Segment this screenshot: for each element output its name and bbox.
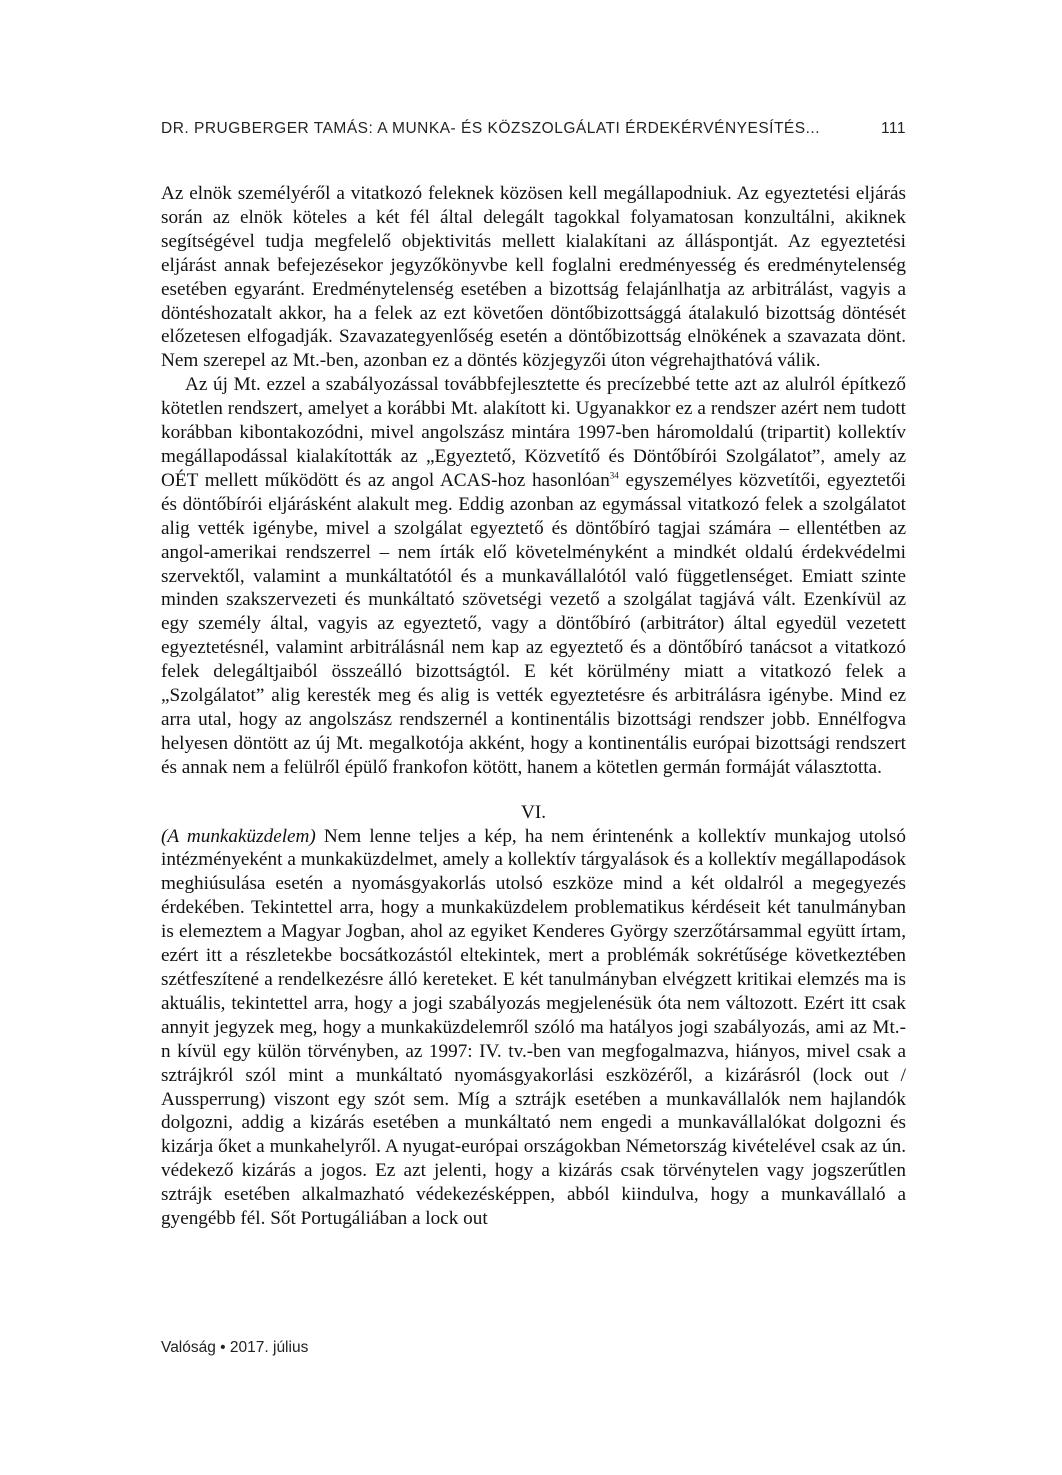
paragraph-3-lead: (A munkaküzdelem) <box>161 825 316 847</box>
paragraph-3 <box>161 825 906 1231</box>
page-number: 111 <box>880 120 906 137</box>
article-body <box>161 182 906 1231</box>
paragraph-3-text: Nem lenne teljes a kép, ha nem érintenénk a kollektív munkajog utolsó intézményeként a munkaküzdelmet, amely a kollektív tárgyalások és a kollektív megállapodások meghiúsulása esetén a nyomásgyakorlás utolsó eszköze mind a két oldalról a megegyezés érdekében. Tekintettel arra, hogy a munkaküzdelem problematikus kérdéseit két tanulmányban is elemeztem a Magyar Jogban, ahol az egyiket Kenderes György szerzőtársammal együtt írtam, ezért itt a részletekbe bocsátkozástól eltekintek, mert a problémák sokrétűsége következtében szétfeszítené a rendelkezésre álló kereteket. E két tanulmányban elvégzett kritikai elemzés ma is aktuális, tekintettel arra, hogy a jogi szabályozás megjelenésük óta nem változott. Ezért itt csak annyit jegyzek meg, hogy a munkaküzdelemről szóló ma hatályos jogi szabályozás, ami az Mt.-n kívül egy külön törvényben, az 1997: IV. tv.-ben van megfogalmazva, hiányos, mivel csak a sztrájkról szól mint a munkáltató nyomásgyakorlási eszközéről, a kizárásról (lock out / Aussperrung) viszont egy szót sem. Míg a sztrájk esetében a munkavállalók nem hajlandók dolgozni, addig a kizárás esetében a munkáltató nem engedi a munkavállalókat dolgozni és kizárja őket a munkahelyről. A nyugat-európai országokban Németország kivételével csak az ún. védekező kizárás a jogos. Ez azt jelenti, hogy a kizárás csak törvénytelen vagy jogszerűtlen sztrájk esetében alkalmazható védekezésképpen, abból kiindulva, hogy a munkavállaló a gyengébb fél. Sőt Portugáliában a lock out <box>161 825 906 1230</box>
paragraph-2 <box>161 373 906 779</box>
section-heading: VI. <box>520 801 547 823</box>
footnote-reference: 34 <box>609 470 619 481</box>
page-footer: Valóság • 2017. július <box>161 1339 309 1356</box>
paragraph-2-text-b: egyszemélyes közvetítői, egyeztetői és döntőbírói eljárásként alakult meg. Eddig azonban az egymással vitatkozó felek a szolgálatot alig vették igénybe, mivel a szolgálat egyeztető és döntőbíró tagjai számára – ellentétben az angol-amerikai rendszerrel – nem írták elő követelményként a mindkét oldalú érdekvédelmi szervektől, valamint a munkáltatótól és a munkavállalótól való függetlenséget. Emiatt szinte minden szakszervezeti és munkáltató szövetségi vezető a szolgálat tagjává vált. Ezenkívül az egy személy által, vagyis az egyeztető, vagy a döntőbíró (arbitrátor) által egyedül vezetett egyeztetésnél, valamint arbitrálásnál nem kap az egyeztető és a döntőbíró tanácsot a vitatkozó felek delegáltjaiból összeálló bizottságtól. E két körülmény miatt a vitatkozó felek a „Szolgálatot” alig keresték meg és alig is vették egyeztetésre és arbitrálásra igénybe. Mind ez arra utal, hogy az angolszász rendszernél a kontinentális bizottsági rendszer jobb. Ennélfogva helyesen döntött az új Mt. megalkotója akként, hogy a kontinentális európai bizottsági rendszert és annak nem a felülről épülő frankofon kötött, hanem a kötetlen germán formáját választotta. <box>161 469 907 778</box>
running-title: DR. PRUGBERGER TAMÁS: A MUNKA- ÉS KÖZSZOLGÁLATI ÉRDEKÉRVÉNYESÍTÉS... <box>161 120 821 137</box>
paragraph-2-text-a: Az új Mt. ezzel a szabályozással továbbfejlesztette és precízebbé tette azt az alulról építkező kötetlen rendszert, amelyet a korábbi Mt. alakított ki. Ugyanakkor ez a rendszer azért nem tudott korábban kibontakozódni, mivel angolszász mintára 1997-ben háromoldalú (tripartit) kollektív megállapodással kialakították az „Egyeztető, Közvetítő és Döntőbírói Szolgálatot”, amely az OÉT mellett működött és az angol ACAS-hoz hasonlóan <box>161 374 906 491</box>
paragraph-1: Az elnök személyéről a vitatkozó feleknek közösen kell megállapodniuk. Az egyeztetési eljárás során az elnök köteles a két fél által delegált tagokkal folyamatosan konzultálni, akiknek segítségével tudja megfelelő objektivitás mellett kialakítani az álláspontját. Az egyeztetési eljárást annak befejezésekor jegyzőkönyvbe kell foglalni eredményesség és eredménytelenség esetében egyaránt. Eredménytelenség esetében a bizottság felajánlhatja az arbitrálást, vagyis a döntéshozatalt akkor, ha a felek az ezt követően döntőbizottsággá átalakuló bizottság döntését előzetesen elfogadják. Szavazategyenlőség esetén a döntőbizottság elnökének a szavazata dönt. Nem szerepel az Mt.-ben, azonban ez a döntés közjegyzői úton végrehajthatóvá válik. <box>161 183 906 372</box>
running-header <box>161 120 906 144</box>
